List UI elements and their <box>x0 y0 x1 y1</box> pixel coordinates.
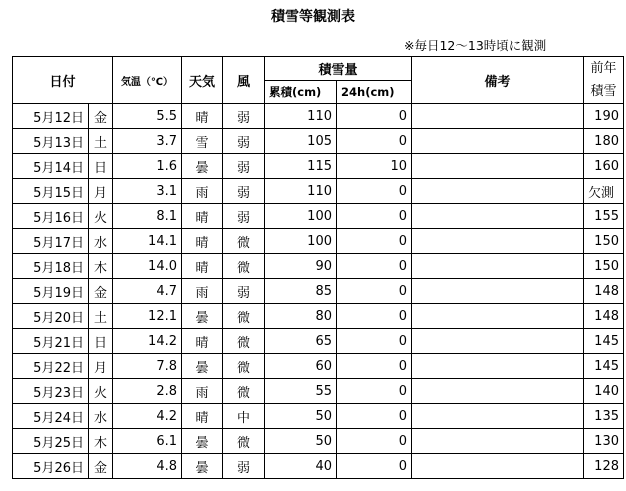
wind-cell: 弱 <box>223 154 265 179</box>
cumulative-snow-cell: 80 <box>265 304 337 329</box>
remarks-cell <box>412 129 584 154</box>
day-of-week-cell: 月 <box>89 354 113 379</box>
date-cell: 5月18日 <box>13 254 89 279</box>
temperature-cell: 12.1 <box>113 304 182 329</box>
wind-cell: 弱 <box>223 104 265 129</box>
snow-24h-cell: 0 <box>337 404 412 429</box>
previous-year-cell: 140 <box>584 379 624 404</box>
snow-24h-cell: 0 <box>337 354 412 379</box>
header-prev-line1: 前年 <box>590 61 617 76</box>
previous-year-cell: 155 <box>584 204 624 229</box>
temperature-cell: 14.1 <box>113 229 182 254</box>
table-row <box>13 404 624 429</box>
weather-cell: 晴 <box>182 329 223 354</box>
previous-year-cell: 150 <box>584 254 624 279</box>
temperature-cell: 4.2 <box>113 404 182 429</box>
snow-observation-table <box>12 56 624 479</box>
previous-year-cell: 135 <box>584 404 624 429</box>
temperature-cell: 8.1 <box>113 204 182 229</box>
header-wind: 風 <box>223 57 265 104</box>
date-cell: 5月19日 <box>13 279 89 304</box>
table-row <box>13 279 624 304</box>
wind-cell: 微 <box>223 379 265 404</box>
date-cell: 5月21日 <box>13 329 89 354</box>
snow-24h-cell: 0 <box>337 429 412 454</box>
table-row <box>13 379 624 404</box>
previous-year-cell: 150 <box>584 229 624 254</box>
table-row <box>13 154 624 179</box>
snow-24h-cell: 0 <box>337 454 412 479</box>
previous-year-cell: 190 <box>584 104 624 129</box>
remarks-cell <box>412 404 584 429</box>
wind-cell: 弱 <box>223 454 265 479</box>
previous-year-cell: 欠測 <box>584 179 624 204</box>
header-24h: 24h(cm) <box>337 80 412 104</box>
remarks-cell <box>412 229 584 254</box>
cumulative-snow-cell: 100 <box>265 204 337 229</box>
header-temperature: 気温（℃） <box>113 57 182 104</box>
date-cell: 5月14日 <box>13 154 89 179</box>
snow-24h-cell: 0 <box>337 254 412 279</box>
wind-cell: 弱 <box>223 129 265 154</box>
date-cell: 5月26日 <box>13 454 89 479</box>
table-row <box>13 354 624 379</box>
day-of-week-cell: 木 <box>89 254 113 279</box>
cumulative-snow-cell: 90 <box>265 254 337 279</box>
date-cell: 5月20日 <box>13 304 89 329</box>
cumulative-snow-cell: 85 <box>265 279 337 304</box>
day-of-week-cell: 月 <box>89 179 113 204</box>
temperature-cell: 3.1 <box>113 179 182 204</box>
wind-cell: 弱 <box>223 204 265 229</box>
wind-cell: 微 <box>223 429 265 454</box>
header-cumulative: 累積(cm) <box>265 80 337 104</box>
temperature-cell: 1.6 <box>113 154 182 179</box>
cumulative-snow-cell: 110 <box>265 179 337 204</box>
header-prev-line2: 積雪 <box>590 84 617 99</box>
observation-note: ※毎日12〜13時頃に観測 <box>404 38 547 53</box>
snow-24h-cell: 0 <box>337 279 412 304</box>
wind-cell: 弱 <box>223 279 265 304</box>
day-of-week-cell: 日 <box>89 154 113 179</box>
date-cell: 5月12日 <box>13 104 89 129</box>
day-of-week-cell: 金 <box>89 454 113 479</box>
weather-cell: 晴 <box>182 204 223 229</box>
weather-cell: 雪 <box>182 129 223 154</box>
weather-cell: 曇 <box>182 454 223 479</box>
snow-24h-cell: 0 <box>337 179 412 204</box>
day-of-week-cell: 水 <box>89 229 113 254</box>
day-of-week-cell: 水 <box>89 404 113 429</box>
weather-cell: 晴 <box>182 229 223 254</box>
snow-24h-cell: 0 <box>337 204 412 229</box>
day-of-week-cell: 日 <box>89 329 113 354</box>
table-row <box>13 329 624 354</box>
weather-cell: 晴 <box>182 404 223 429</box>
weather-cell: 雨 <box>182 179 223 204</box>
temperature-cell: 4.8 <box>113 454 182 479</box>
remarks-cell <box>412 204 584 229</box>
wind-cell: 微 <box>223 304 265 329</box>
temperature-cell: 7.8 <box>113 354 182 379</box>
table-row <box>13 204 624 229</box>
remarks-cell <box>412 104 584 129</box>
wind-cell: 微 <box>223 354 265 379</box>
table-row <box>13 304 624 329</box>
remarks-cell <box>412 454 584 479</box>
table-row <box>13 454 624 479</box>
snow-24h-cell: 0 <box>337 304 412 329</box>
cumulative-snow-cell: 110 <box>265 104 337 129</box>
day-of-week-cell: 土 <box>89 304 113 329</box>
day-of-week-cell: 火 <box>89 204 113 229</box>
snow-24h-cell: 0 <box>337 104 412 129</box>
cumulative-snow-cell: 100 <box>265 229 337 254</box>
previous-year-cell: 128 <box>584 454 624 479</box>
previous-year-cell: 130 <box>584 429 624 454</box>
table-row <box>13 254 624 279</box>
remarks-cell <box>412 279 584 304</box>
day-of-week-cell: 土 <box>89 129 113 154</box>
weather-cell: 曇 <box>182 154 223 179</box>
date-cell: 5月25日 <box>13 429 89 454</box>
date-cell: 5月24日 <box>13 404 89 429</box>
remarks-cell <box>412 354 584 379</box>
cumulative-snow-cell: 60 <box>265 354 337 379</box>
header-weather: 天気 <box>182 57 223 104</box>
snow-24h-cell: 0 <box>337 379 412 404</box>
previous-year-cell: 145 <box>584 354 624 379</box>
day-of-week-cell: 木 <box>89 429 113 454</box>
table-row <box>13 104 624 129</box>
weather-cell: 晴 <box>182 104 223 129</box>
previous-year-cell: 148 <box>584 304 624 329</box>
header-snow-amount: 積雪量 <box>265 57 412 81</box>
date-cell: 5月17日 <box>13 229 89 254</box>
remarks-cell <box>412 379 584 404</box>
temperature-cell: 3.7 <box>113 129 182 154</box>
cumulative-snow-cell: 65 <box>265 329 337 354</box>
weather-cell: 曇 <box>182 304 223 329</box>
weather-cell: 雨 <box>182 379 223 404</box>
date-cell: 5月13日 <box>13 129 89 154</box>
weather-cell: 晴 <box>182 254 223 279</box>
remarks-cell <box>412 254 584 279</box>
table-row <box>13 129 624 154</box>
date-cell: 5月16日 <box>13 204 89 229</box>
table-row <box>13 179 624 204</box>
cumulative-snow-cell: 55 <box>265 379 337 404</box>
wind-cell: 微 <box>223 329 265 354</box>
table-row <box>13 229 624 254</box>
temperature-cell: 6.1 <box>113 429 182 454</box>
weather-cell: 雨 <box>182 279 223 304</box>
weather-cell: 曇 <box>182 429 223 454</box>
remarks-cell <box>412 304 584 329</box>
temperature-cell: 4.7 <box>113 279 182 304</box>
cumulative-snow-cell: 50 <box>265 429 337 454</box>
temperature-cell: 14.0 <box>113 254 182 279</box>
previous-year-cell: 160 <box>584 154 624 179</box>
previous-year-cell: 148 <box>584 279 624 304</box>
snow-24h-cell: 0 <box>337 329 412 354</box>
day-of-week-cell: 火 <box>89 379 113 404</box>
snow-24h-cell: 10 <box>337 154 412 179</box>
day-of-week-cell: 金 <box>89 104 113 129</box>
date-cell: 5月22日 <box>13 354 89 379</box>
cumulative-snow-cell: 50 <box>265 404 337 429</box>
snow-24h-cell: 0 <box>337 229 412 254</box>
cumulative-snow-cell: 40 <box>265 454 337 479</box>
previous-year-cell: 145 <box>584 329 624 354</box>
cumulative-snow-cell: 115 <box>265 154 337 179</box>
remarks-cell <box>412 179 584 204</box>
snow-24h-cell: 0 <box>337 129 412 154</box>
remarks-cell <box>412 429 584 454</box>
remarks-cell <box>412 329 584 354</box>
remarks-cell <box>412 154 584 179</box>
header-remarks: 備考 <box>412 57 584 104</box>
cumulative-snow-cell: 105 <box>265 129 337 154</box>
weather-cell: 曇 <box>182 354 223 379</box>
page-title: 積雪等観測表 <box>271 9 355 25</box>
date-cell: 5月15日 <box>13 179 89 204</box>
wind-cell: 微 <box>223 254 265 279</box>
table-row <box>13 429 624 454</box>
temperature-cell: 2.8 <box>113 379 182 404</box>
day-of-week-cell: 金 <box>89 279 113 304</box>
previous-year-cell: 180 <box>584 129 624 154</box>
header-date: 日付 <box>13 57 113 104</box>
date-cell: 5月23日 <box>13 379 89 404</box>
wind-cell: 弱 <box>223 179 265 204</box>
wind-cell: 微 <box>223 229 265 254</box>
header-previous-year-snow <box>584 57 624 104</box>
wind-cell: 中 <box>223 404 265 429</box>
temperature-cell: 5.5 <box>113 104 182 129</box>
temperature-cell: 14.2 <box>113 329 182 354</box>
